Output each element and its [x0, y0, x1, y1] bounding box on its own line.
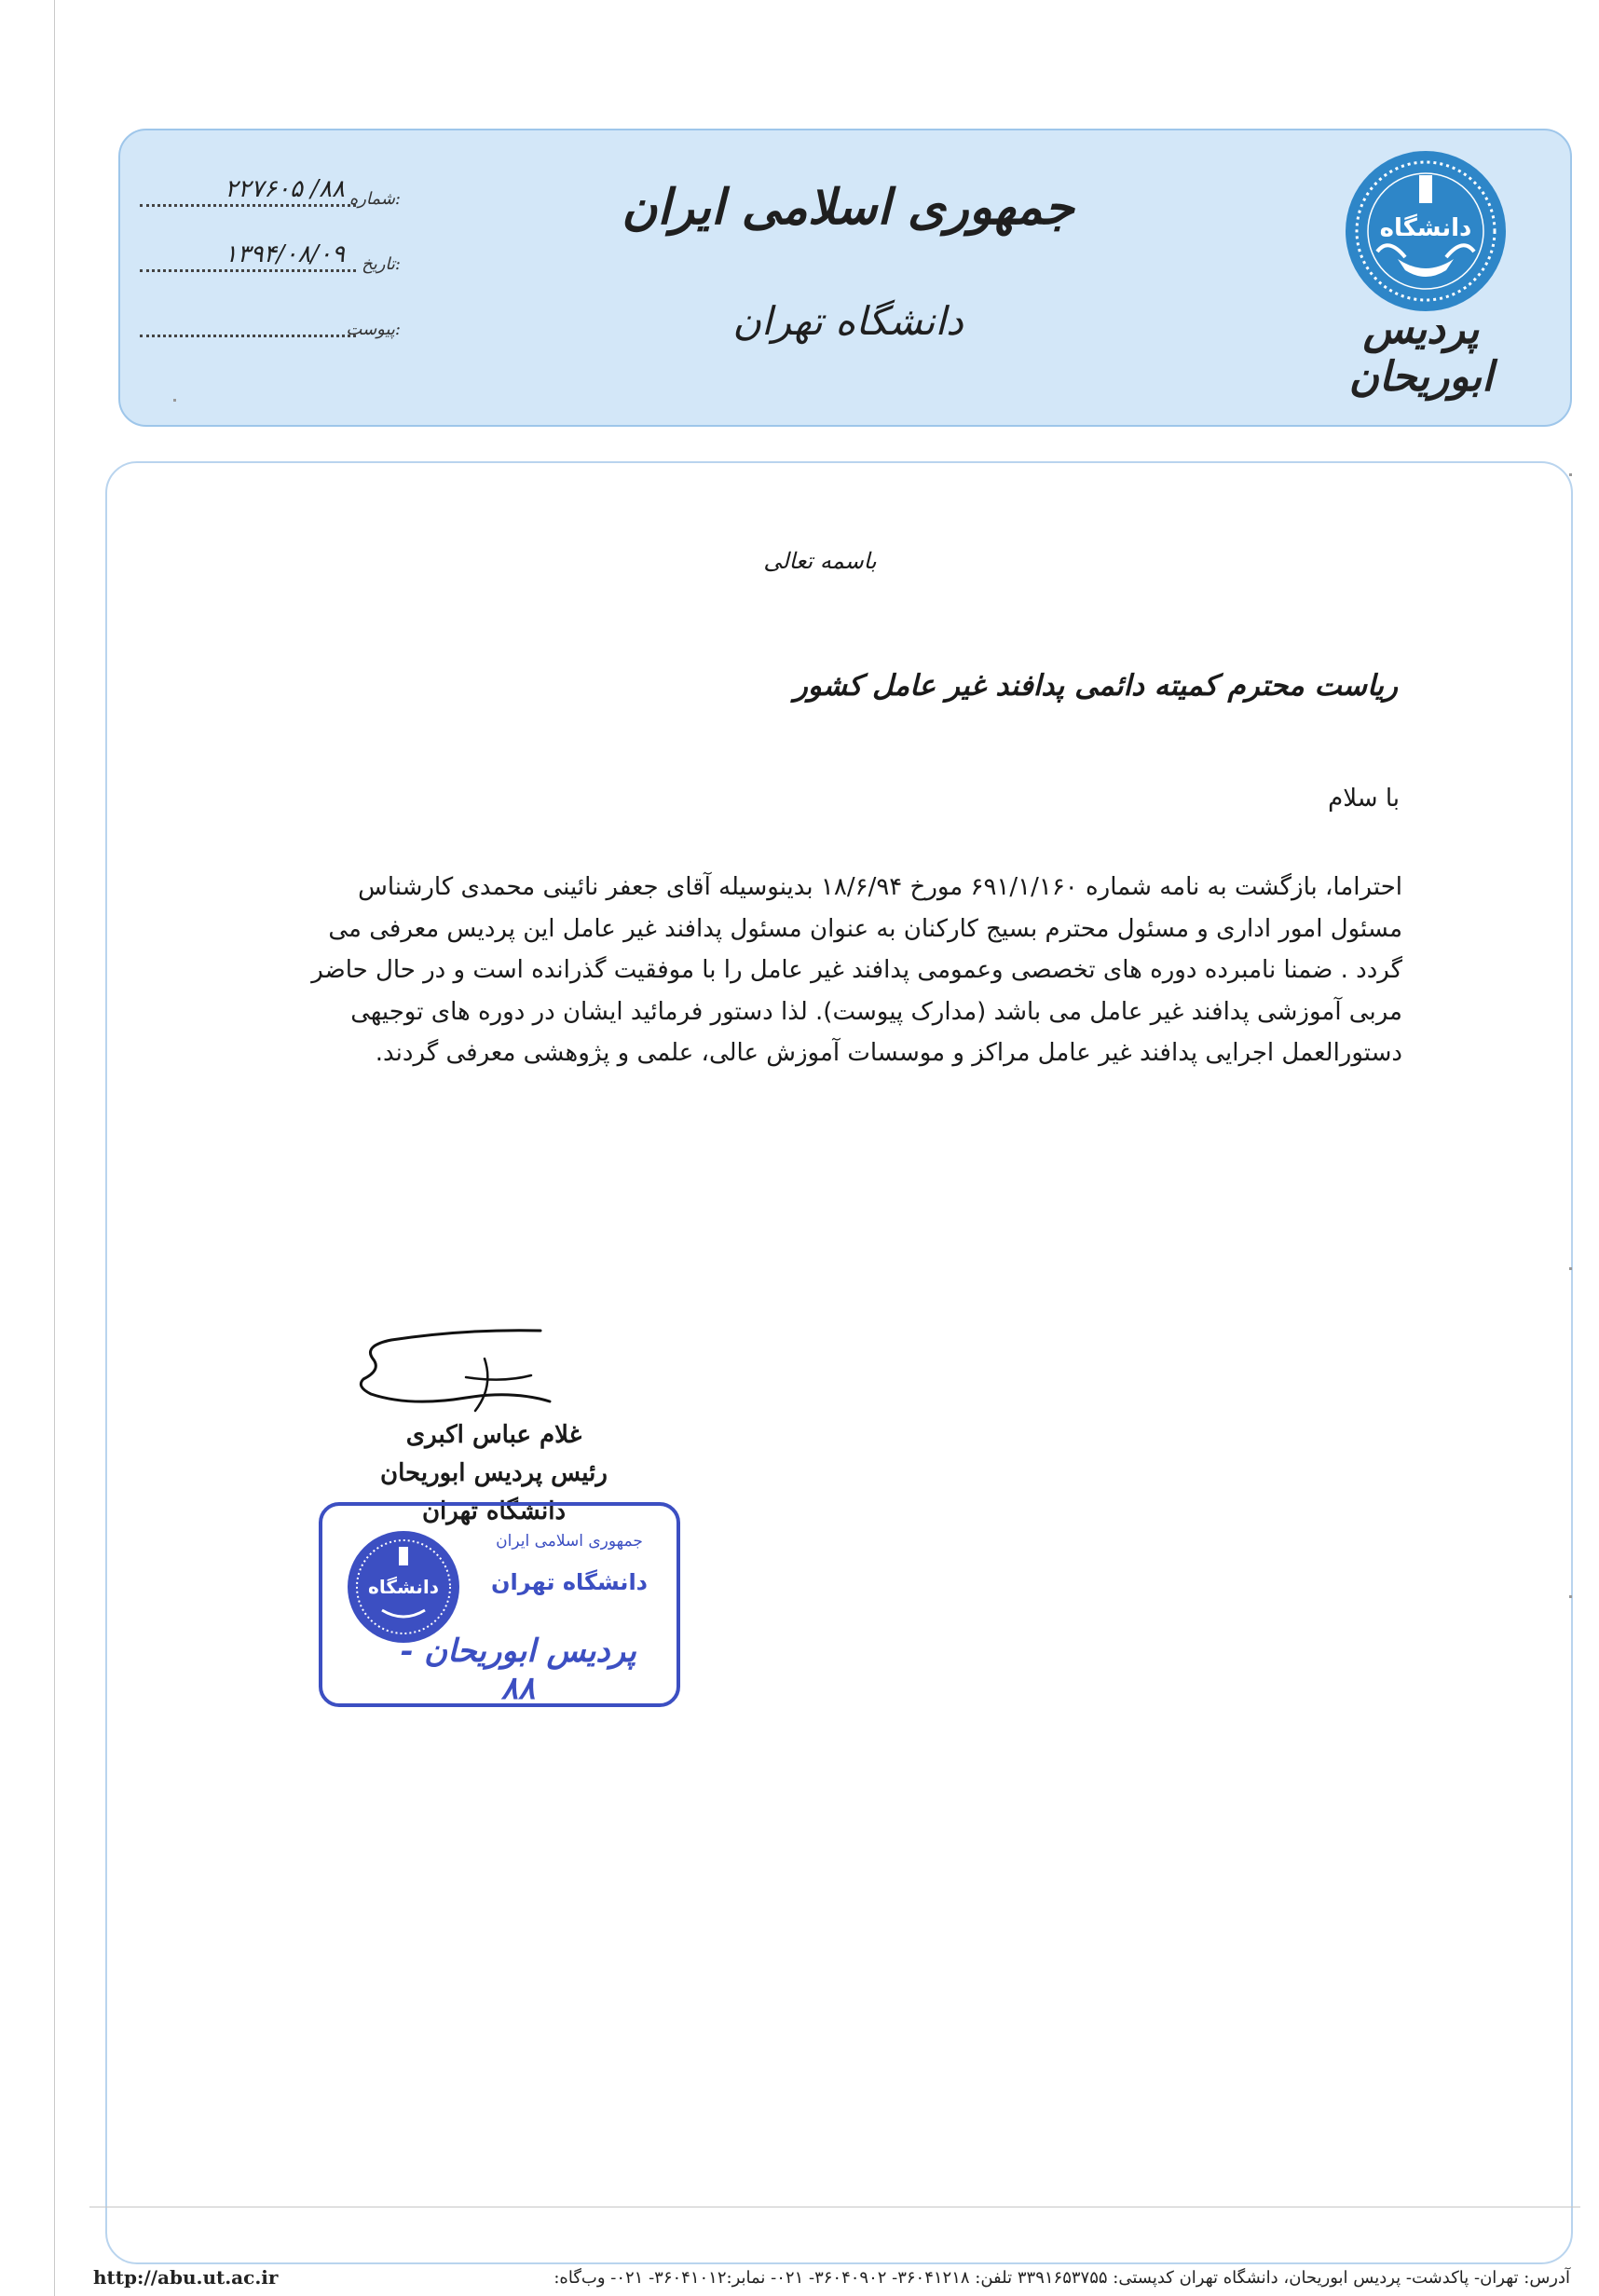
university-emblem-icon: [1342, 147, 1510, 315]
stamp-republic: جمهوری اسلامی ایران: [496, 1532, 643, 1551]
scan-speck: [1569, 1595, 1572, 1598]
official-stamp: [319, 1502, 680, 1707]
scan-speck: [173, 399, 176, 402]
republic-heading: جمهوری اسلامی ایران: [622, 179, 1074, 236]
letter-date-field: [140, 240, 401, 278]
letter-number-label: شماره:: [348, 189, 401, 209]
letter-body-frame: [105, 461, 1573, 2264]
campus-name: پردیس ابوریحان: [1348, 306, 1494, 401]
attachment-field: [140, 306, 401, 343]
paragraph-line: احتراما، بازگشت به نامه شماره ۶۹۱/۱/۱۶۰ مورخ ۱۸/۶/۹۴ بدینوسیله آقای جعفر نائینی محمدی کارشناس: [358, 873, 1402, 901]
page-edge-line: [54, 0, 55, 2296]
invocation: باسمه تعالی: [763, 548, 877, 574]
paragraph-line: دستورالعمل اجرایی پدافند غیر عامل مراکز و موسسات آموزش عالی، علمی و پژوهشی معرفی گردند.: [375, 1039, 1402, 1067]
footer-address: آدرس: تهران- پاکدشت- پردیس ابوریحان، دانشگاه تهران کدپستی: ۳۳۹۱۶۵۳۷۵۵ تلفن: ۳۶۰۴۱۲۱۸- ۳۶۰۴۰۹۰۲- ۰۲۱- نمابر:۳۶۰۴۱۰۱۲- ۰۲۱- وب‌گاه:: [554, 2268, 1570, 2288]
letter-date-value: ۱۳۹۴/۰۸/۰۹: [224, 240, 345, 268]
attachment-label: پیوست:: [346, 320, 401, 339]
signatory-name: غلام عباس اکبری: [405, 1421, 582, 1449]
letter-paragraph: [311, 867, 1402, 1074]
handwritten-signature: [354, 1321, 559, 1424]
paragraph-line: گردد . ضمنا نامبرده دوره های تخصصی وعمومی پدافند غیر عامل را با موفقیت گذرانده است و در حال حاضر: [311, 956, 1402, 984]
scan-speck: [1569, 1267, 1572, 1270]
scan-speck: [1569, 473, 1572, 476]
dotted-line: [140, 269, 356, 272]
university-heading: دانشگاه تهران: [732, 298, 964, 344]
website-link[interactable]: http://abu.ut.ac.ir: [93, 2266, 279, 2289]
letter-number-field: [140, 175, 401, 212]
signatory-organization: دانشگاه تهران: [421, 1497, 567, 1525]
paragraph-line: مربی آموزشی پدافند غیر عامل می باشد (مدارک پیوست). لذا دستور فرمائید ایشان در دوره های توجیهی: [350, 997, 1402, 1026]
stamp-emblem-wordmark: دانشگاه: [368, 1576, 439, 1598]
stamp-campus: پردیس ابوریحان - ۸۸: [400, 1633, 636, 1707]
letter-date-label: تاریخ:: [362, 254, 401, 274]
paragraph-line: مسئول امور اداری و مسئول محترم بسیج کارکنان به عنوان مسئول پدافند غیر عامل این پردیس معرفی می: [328, 914, 1402, 943]
stamp-university: دانشگاه تهران: [491, 1569, 648, 1595]
dotted-line: [140, 335, 356, 337]
greeting: با سلام: [1328, 785, 1400, 813]
signatory-title: رئیس پردیس ابوریحان: [380, 1459, 608, 1487]
letter-number-value: ۸۸/ ۲۲۷۶۰۵: [225, 175, 345, 203]
dotted-line: [140, 204, 356, 207]
emblem-wordmark: دانشگاه: [1379, 214, 1472, 242]
stamp-emblem-icon: [343, 1526, 464, 1647]
addressee: ریاست محترم کمیته دائمی پدافند غیر عامل کشور: [793, 669, 1398, 703]
